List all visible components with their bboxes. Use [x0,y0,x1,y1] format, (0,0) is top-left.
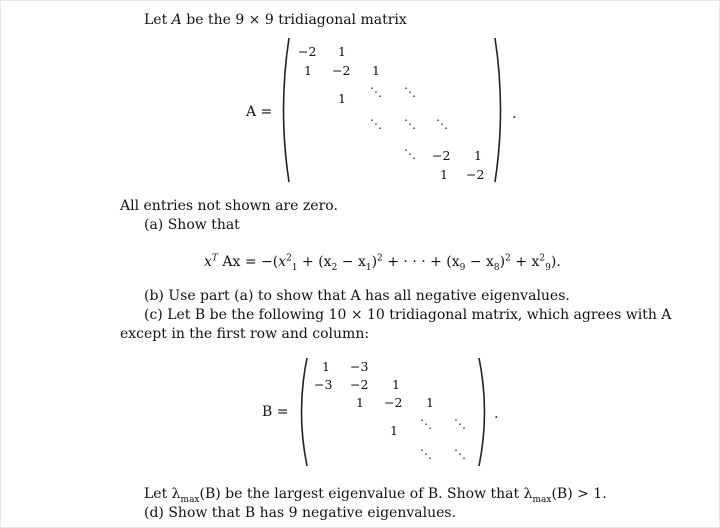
matrix-a-entry: −2 [332,63,351,78]
matrix-a-entry: −2 [298,44,317,59]
matrix-a-period: . [512,106,517,122]
matrix-a-ddots: ⋱ [436,117,448,131]
part-a-label: (a) Show that [144,217,240,233]
matrix-a-entry: 1 [338,44,346,59]
lambda-sub: max [180,494,200,505]
intro-matrix-symbol: A [171,12,182,28]
matrix-a-ddots: ⋱ [404,117,416,131]
eq-part: x [278,254,287,270]
lambda-sub: max [532,494,552,505]
eq-sup: 2 [286,253,292,264]
eq-part: ). [550,254,561,270]
eq-part: + x [510,254,540,270]
part-c-line-2: except in the first row and column: [120,326,370,342]
matrix-b-entry: 1 [356,395,364,410]
matrix-a-label: A = [246,104,273,120]
eq-part: ) [371,254,378,270]
intro-suffix: be the 9 × 9 tridiagonal matrix [181,12,407,28]
matrix-b-period: . [494,406,499,422]
eq-part: ) [499,254,506,270]
matrix-b-entry: 1 [322,359,330,374]
eq-sub: 8 [493,262,500,273]
matrix-a-entry: 1 [338,91,346,106]
eq-part: − x [465,254,494,270]
eq-part: − x [337,254,366,270]
matrix-a-entry: 1 [474,148,482,163]
eq-part: + · · · + (x [382,254,460,270]
matrix-a-right-paren [492,36,508,184]
intro-prefix: Let [144,12,172,28]
lambda-part: (B) > 1. [551,486,607,502]
matrix-a-entry: −2 [466,167,485,182]
matrix-b-entry: −3 [314,377,333,392]
lambda-part: (B) be the largest eigenvalue of B. Show that λ [199,486,533,502]
eq-sub: 2 [331,262,338,273]
part-b-text: (b) Use part (a) to show that A has all negative eigenvalues. [144,288,570,304]
matrix-a-ddots: ⋱ [370,117,382,131]
zero-entries-note: All entries not shown are zero. [120,198,338,214]
matrix-b-ddots: ⋱ [454,417,466,431]
eq-part: Ax = −( [217,254,279,270]
lambda-max-line [144,486,607,505]
matrix-a-entry: 1 [304,63,312,78]
matrix-a-entry: 1 [440,167,448,182]
eq-sup: T [211,253,218,264]
matrix-b-ddots: ⋱ [420,417,432,431]
matrix-b-ddots: ⋱ [454,447,466,461]
eq-sup: 2 [377,253,383,264]
eq-sub: 9 [459,262,466,273]
matrix-a-ddots: ⋱ [404,147,416,161]
matrix-b-entry: −2 [384,395,403,410]
matrix-b-entry: −3 [350,359,369,374]
matrix-b-left-paren [294,356,310,468]
lambda-part: Let λ [144,486,181,502]
matrix-a-left-paren [276,36,292,184]
part-c-line-1: (c) Let B be the following 10 × 10 tridiagonal matrix, which agrees with A [144,307,672,323]
intro-line [144,12,407,28]
eq-sub: 9 [545,262,551,273]
quadratic-form-equation [204,253,561,273]
eq-sub: 1 [291,262,298,273]
matrix-b-ddots: ⋱ [420,447,432,461]
matrix-a-ddots: ⋱ [370,85,382,99]
matrix-a-entry: 1 [372,63,380,78]
matrix-a-entry: −2 [432,148,451,163]
eq-sup: 2 [539,253,546,264]
matrix-b-entry: −2 [350,377,369,392]
matrix-b-entry: 1 [392,377,400,392]
matrix-a-ddots: ⋱ [404,85,416,99]
matrix-b-right-paren [476,356,492,468]
matrix-b-label: B = [262,404,289,420]
eq-x: x [204,254,212,270]
eq-part: + (x [297,254,332,270]
part-d-text: (d) Show that B has 9 negative eigenvalues. [144,505,457,521]
matrix-b-entry: 1 [426,395,434,410]
eq-sup: 2 [505,253,511,264]
matrix-b-entry: 1 [390,423,398,438]
eq-sub: 1 [365,262,372,273]
